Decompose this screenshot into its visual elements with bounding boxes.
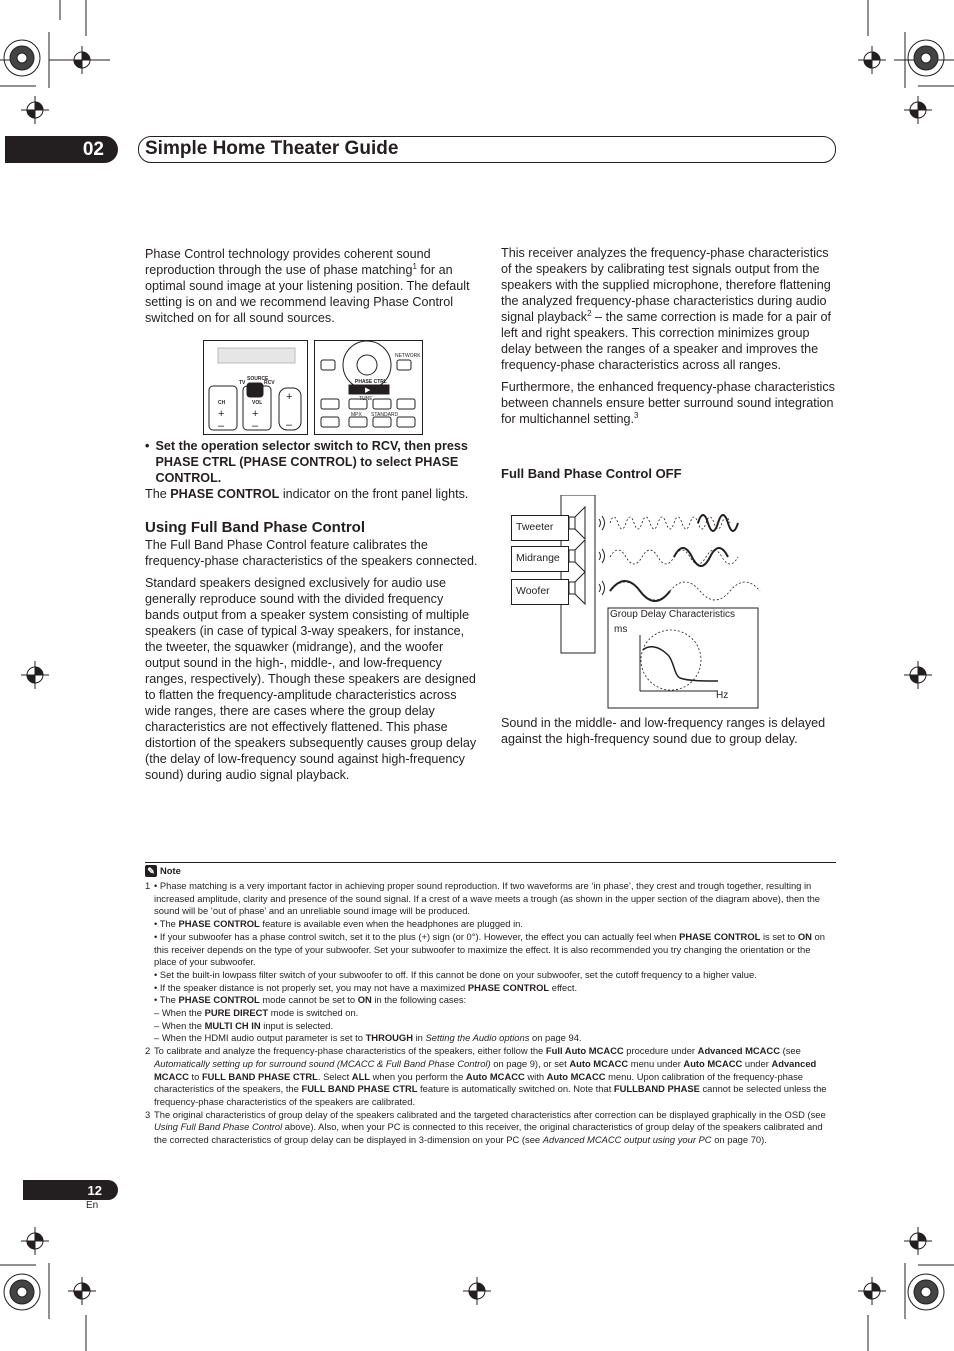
chapter-title: Simple Home Theater Guide [145,138,399,159]
right-column-text: This receiver analyzes the frequency-phase characteristics of the speakers by calibrating test signals output from the speakers with the supplied microphone, therefore flattening the analyzed frequency-phase characteristics during audio signal playback$^2$ – the same correction is made for a pair of left and right speakers. This correction minimizes group delay between the ranges of a speaker and improves the frequency-phase characteristics across all ranges. Furthermore, the enhanced frequency-phase characteristics between channels ensure better surround sound integration for multichannel setting.$^3$ [501,246,835,426]
remote-tune-label: TUNE [359,396,373,402]
remote-tv-label: TV [239,380,246,386]
remote-vol-label: VOL [252,400,263,406]
section-heading: Using Full Band Phase Control [145,519,366,536]
remote-source-label: SOURCE [247,376,269,382]
page-number: 12 [87,1182,102,1198]
tweeter-label: Tweeter [511,515,569,541]
remote-control-illustration [203,340,423,435]
intro-paragraph: Phase Control technology provides coherent sound reproduction through the use of phase matching$^1$ for an optimal sound image at your listening position. The default setting is on and we recommend leaving Phase Control switched on for all sound sources. [145,247,470,325]
chapter-number: 02 [82,138,104,160]
minus-icon: – [286,419,293,431]
remote-network-label: NETWORK [395,353,421,359]
remote-phase-ctrl-label: PHASE CTRL [355,379,387,385]
remote-ch-label: CH [218,400,226,406]
page-language: En [86,1200,99,1211]
midrange-label: Midrange [511,546,569,572]
notes-section: ✎ Note 1 • Phase matching is a very important factor in achieving proper sound reproduction. If two waveforms are ‘in phase’, they crest and trough together, resulting in increased amplitude, clarity and presence of the sound signal. If a crest of a wave meets a trough (as shown in the upper section of the diagram above), then the sound will be ‘out of phase’ and an unreliable sound image will be produced. • The PHASE CONTROL feature is available even when the headphones are plugged in. • If your subwoofer has a phase control switch, set it to the plus (+) sign (or 0°). However, the effect you can actually feel when PHASE CONTROL is set to ON on this receiver depends on the type of your subwoofer. Set your subwoofer to maximize the effect. It is also recommended you try changing the orientation or the place of your subwoofer. • Set the built-in lowpass filter switch of your subwoofer to off. If this cannot be done on your subwoofer, set the cutoff frequency to a higher value. • If the speaker distance is not properly set, you may not have a maximized PHASE CONTROL effect. • The PHASE CONTROL mode cannot be set to ON in the following cases: – When the PURE DIRECT mode is switched on. – When the MULTI CH IN input is selected. – When the HDMI audio output parameter is set to THROUGH in Setting the Audio options on page 94. 2 To calibrate and analyze the frequency-phase characteristics of the speakers, either follow the Full Auto MCACC procedure under Advanced MCACC (see Automatically setting up for surround sound (MCACC & Full Band Phase Control) on page 9), or set Auto MCACC menu under Auto MCACC under Advanced MCACC to FULL BAND PHASE CTRL. Select ALL when you perform the Auto MCACC with Auto MCACC menu. Upon calibration of the frequency-phase characteristics of the speakers, the FULL BAND PHASE CTRL feature is automatically switched on. Note that FULLBAND PHASE cannot be selected unless the frequency-phase characteristics of the speakers are calibrated. 3 The original characteristics of group delay of the speakers calibrated and the targeted characteristics after correction can be displayed graphically in the OSD (see Using Full Band Phase Control above). Also, when your PC is connected to this receiver, the original characteristics of group delay of the speakers calibrated and the corrected characteristics of group delay can be displayed in 3-dimension on your PC (see Advanced MCACC output using your PC on page 70). [145,864,835,1147]
figure-caption: Sound in the middle- and low-frequency ranges is delayed against the high-frequency sound due to group delay. [501,716,826,746]
minus-icon: – [218,420,225,432]
graph-x-unit: Hz [716,690,729,701]
play-icon: ▶ [365,387,371,394]
graph-title: Group Delay Characteristics [610,609,736,620]
remote-standard-label: STANDARD [371,412,399,418]
full-band-text: The Full Band Phase Control feature calibrates the frequency-phase characteristics of the speakers connected. Standard speakers designed exclusively for audio use generally reproduce sound with the divided frequency bands output from a speaker system consisting of multiple speakers (in case of typical 3-way speakers, for instance, the tweeter, the squawker (midrange), and the woofer output sound in the high-, middle-, and low-frequency ranges, respectively). Though these speakers are designed to flatten the frequency-amplitude characteristics across wide ranges, there are cases where the group delay characteristics are not effectively flattened. This phase distortion of the speakers subsequently causes group delay (the delay of low-frequency sound against high-frequency sound) during audio signal playback. [145,538,478,782]
remote-mpx-label: MPX [351,412,362,418]
woofer-label: Woofer [511,579,569,605]
chapter-number-badge [5,136,118,163]
figure-heading: Full Band Phase Control OFF [501,466,682,481]
pencil-icon: ✎ [145,865,157,877]
page-number-badge [23,1180,118,1200]
note-divider [145,862,836,863]
remote-rcv-label: RCV [264,380,275,386]
plus-icon: + [286,391,293,403]
plus-icon: + [252,408,259,420]
note-header: ✎ Note [145,864,835,878]
plus-icon: + [218,408,225,420]
step-instruction: • Set the operation selector switch to RCV, then press PHASE CTRL (PHASE CONTROL) to select PHASE CONTROL. The PHASE CONTROL indicator on the front panel lights. [145,439,469,501]
minus-icon: – [252,420,259,432]
graph-y-unit: ms [614,624,628,635]
